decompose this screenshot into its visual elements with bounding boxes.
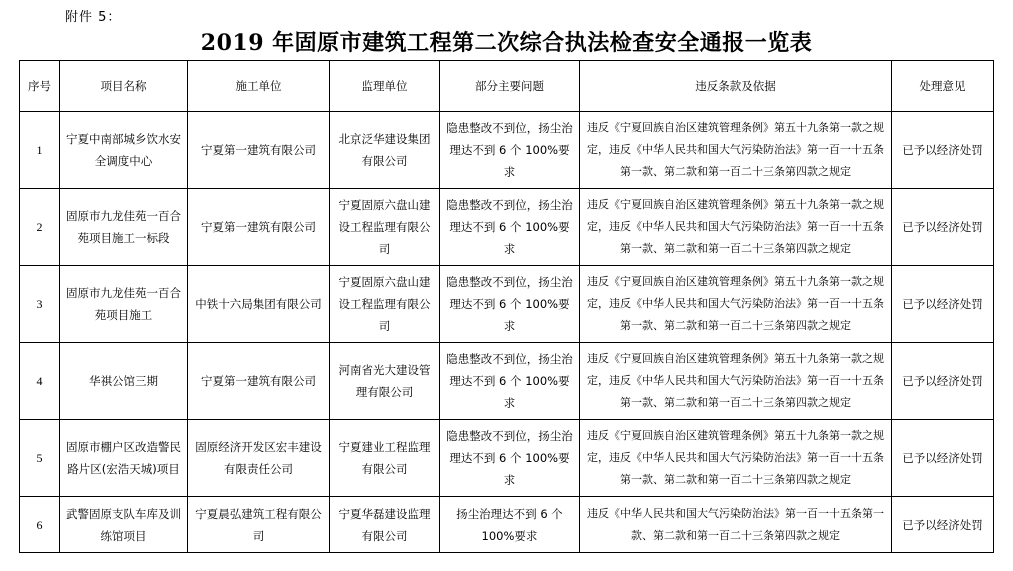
row-problems: 隐患整改不到位，扬尘治理达不到 6 个 100%要求: [440, 112, 580, 189]
row-contractor: 固原经济开发区宏丰建设有限责任公司: [188, 420, 330, 497]
row-problems: 隐患整改不到位，扬尘治理达不到 6 个 100%要求: [440, 420, 580, 497]
row-opinion: 已予以经济处罚: [892, 343, 994, 420]
row-project: 宁夏中南部城乡饮水安全调度中心: [60, 112, 188, 189]
row-supervisor: 北京泛华建设集团有限公司: [330, 112, 440, 189]
row-supervisor: 宁夏固原六盘山建设工程监理有限公司: [330, 266, 440, 343]
row-no: 6: [20, 497, 60, 553]
row-problems: 扬尘治理达不到 6 个 100%要求: [440, 497, 580, 553]
row-basis: 违反《中华人民共和国大气污染防治法》第一百一十五条第一款、第二款和第一百二十三条第四款之规定: [580, 497, 892, 553]
row-project: 固原市九龙佳苑一百合苑项目施工一标段: [60, 189, 188, 266]
row-supervisor: 宁夏华磊建设监理有限公司: [330, 497, 440, 553]
table-row: [20, 420, 994, 497]
row-supervisor: 宁夏建业工程监理有限公司: [330, 420, 440, 497]
row-project: 固原市九龙佳苑一百合苑项目施工: [60, 266, 188, 343]
row-no: 1: [20, 112, 60, 189]
row-basis: 违反《宁夏回族自治区建筑管理条例》第五十九条第一款之规定，违反《中华人民共和国大气污染防治法》第一百一十五条第一款、第二款和第一百二十三条第四款之规定: [580, 420, 892, 497]
row-opinion: 已予以经济处罚: [892, 112, 994, 189]
row-problems: 隐患整改不到位，扬尘治理达不到 6 个 100%要求: [440, 343, 580, 420]
table-row: [20, 343, 994, 420]
page-title: 2019 年固原市建筑工程第二次综合执法检查安全通报一览表: [200, 30, 813, 56]
table-row: [20, 497, 994, 553]
row-contractor: 宁夏晨弘建筑工程有限公司: [188, 497, 330, 553]
row-problems: 隐患整改不到位，扬尘治理达不到 6 个 100%要求: [440, 189, 580, 266]
row-opinion: 已予以经济处罚: [892, 497, 994, 553]
header-opinion: 处理意见: [892, 61, 994, 112]
report-table: [19, 60, 994, 553]
row-supervisor: 河南省光大建设管理有限公司: [330, 343, 440, 420]
row-contractor: 宁夏第一建筑有限公司: [188, 112, 330, 189]
row-supervisor: 宁夏固原六盘山建设工程监理有限公司: [330, 189, 440, 266]
table-row: [20, 112, 994, 189]
row-contractor: 宁夏第一建筑有限公司: [188, 343, 330, 420]
header-no: 序号: [20, 61, 60, 112]
row-basis: 违反《宁夏回族自治区建筑管理条例》第五十九条第一款之规定，违反《中华人民共和国大气污染防治法》第一百一十五条第一款、第二款和第一百二十三条第四款之规定: [580, 189, 892, 266]
row-no: 3: [20, 266, 60, 343]
table-row: [20, 189, 994, 266]
header-problems: 部分主要问题: [440, 61, 580, 112]
row-contractor: 中铁十六局集团有限公司: [188, 266, 330, 343]
row-problems: 隐患整改不到位，扬尘治理达不到 6 个 100%要求: [440, 266, 580, 343]
attachment-label: 附件 5：: [65, 10, 122, 25]
row-opinion: 已予以经济处罚: [892, 420, 994, 497]
row-opinion: 已予以经济处罚: [892, 266, 994, 343]
table-row: [20, 266, 994, 343]
header-contractor: 施工单位: [188, 61, 330, 112]
row-basis: 违反《宁夏回族自治区建筑管理条例》第五十九条第一款之规定，违反《中华人民共和国大气污染防治法》第一百一十五条第一款、第二款和第一百二十三条第四款之规定: [580, 343, 892, 420]
row-project: 固原市棚户区改造警民路片区(宏浩天城)项目: [60, 420, 188, 497]
table-header-row: [20, 61, 994, 112]
row-contractor: 宁夏第一建筑有限公司: [188, 189, 330, 266]
header-project: 项目名称: [60, 61, 188, 112]
row-basis: 违反《宁夏回族自治区建筑管理条例》第五十九条第一款之规定，违反《中华人民共和国大气污染防治法》第一百一十五条第一款、第二款和第一百二十三条第四款之规定: [580, 266, 892, 343]
row-basis: 违反《宁夏回族自治区建筑管理条例》第五十九条第一款之规定，违反《中华人民共和国大气污染防治法》第一百一十五条第一款、第二款和第一百二十三条第四款之规定: [580, 112, 892, 189]
row-project: 武警固原支队车库及训练馆项目: [60, 497, 188, 553]
row-no: 2: [20, 189, 60, 266]
row-no: 4: [20, 343, 60, 420]
header-basis: 违反条款及依据: [580, 61, 892, 112]
row-project: 华祺公馆三期: [60, 343, 188, 420]
row-opinion: 已予以经济处罚: [892, 189, 994, 266]
row-no: 5: [20, 420, 60, 497]
header-supervisor: 监理单位: [330, 61, 440, 112]
